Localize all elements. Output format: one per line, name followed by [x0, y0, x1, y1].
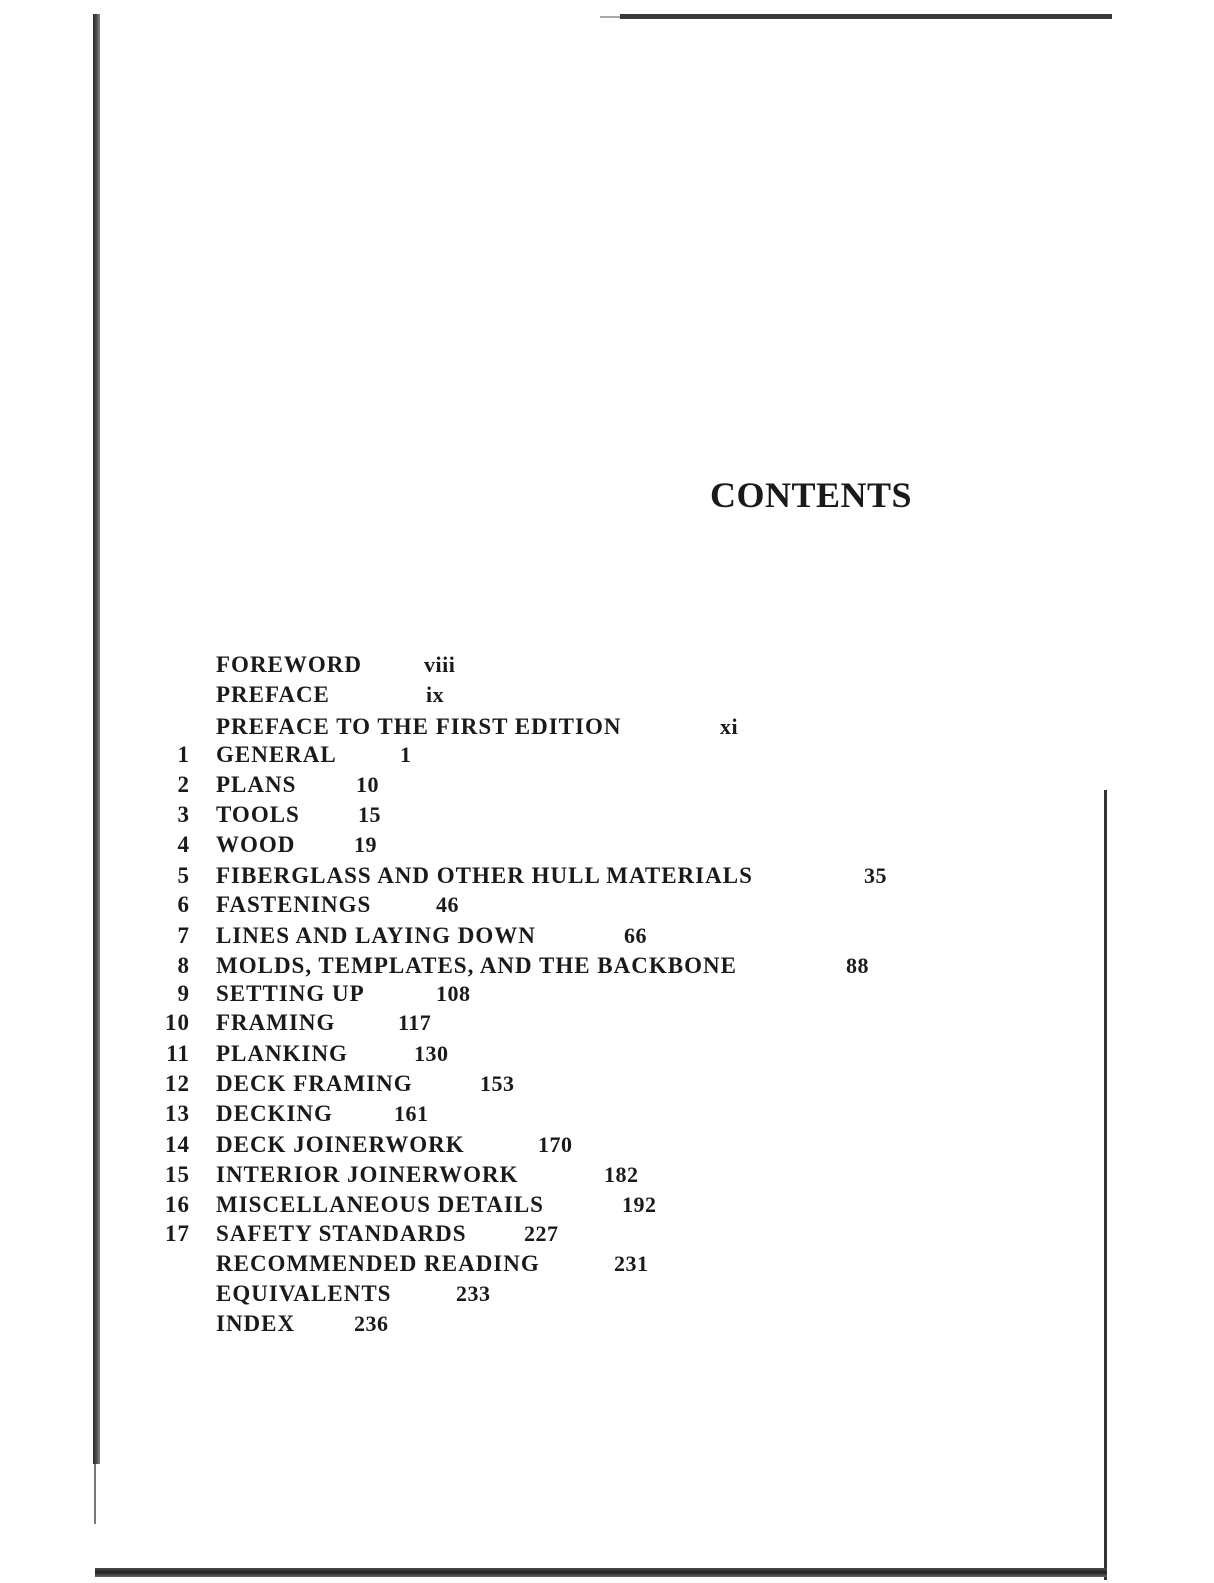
chapter-number: 11: [166, 1041, 190, 1066]
toc-entry: [0, 831, 1214, 859]
entry-title: PREFACE TO THE FIRST EDITION: [216, 714, 622, 739]
entry-title: FIBERGLASS AND OTHER HULL MATERIALS: [216, 863, 753, 888]
entry-title: DECKING: [216, 1101, 333, 1126]
chapter-number: 16: [165, 1192, 190, 1217]
page-number: 236: [354, 1311, 389, 1336]
page-number: 66: [624, 923, 647, 948]
toc-entry: [0, 1040, 1214, 1068]
chapter-number: 2: [177, 772, 190, 797]
toc-entry: [0, 1009, 1214, 1037]
page-number: 1: [400, 742, 412, 767]
page-number: 108: [436, 981, 471, 1006]
toc-entry: [0, 1280, 1214, 1308]
page-number: 15: [358, 802, 381, 827]
page-number: 117: [398, 1010, 432, 1035]
toc-entry: [0, 891, 1214, 919]
toc-entry: [0, 801, 1214, 829]
toc-entry: [0, 1161, 1214, 1189]
toc-entry: [0, 1220, 1214, 1248]
entry-title: PLANS: [216, 772, 297, 797]
chapter-number: 17: [165, 1221, 190, 1246]
page-number: 10: [356, 772, 379, 797]
entry-title: EQUIVALENTS: [216, 1281, 392, 1306]
entry-title: PLANKING: [216, 1041, 348, 1066]
chapter-number: 8: [177, 953, 190, 978]
page-number: ix: [426, 682, 445, 707]
chapter-number: 15: [165, 1162, 190, 1187]
page-number: 46: [436, 892, 459, 917]
toc-entry: [0, 1131, 1214, 1159]
toc-entry: [0, 713, 1214, 741]
chapter-number: 7: [177, 923, 190, 948]
toc-entry: [0, 1250, 1214, 1278]
entry-title: WOOD: [216, 832, 296, 857]
entry-title: PREFACE: [216, 682, 330, 707]
entry-title: INDEX: [216, 1311, 296, 1336]
chapter-number: 12: [165, 1071, 190, 1096]
entry-title: RECOMMENDED READING: [216, 1251, 540, 1276]
page-number: 153: [480, 1071, 515, 1096]
entry-title: INTERIOR JOINERWORK: [216, 1162, 519, 1187]
toc-entry: [0, 1100, 1214, 1128]
chapter-number: 13: [165, 1101, 190, 1126]
entry-title: GENERAL: [216, 742, 337, 767]
scan-border-top: [620, 14, 1112, 19]
chapter-number: 3: [177, 802, 190, 827]
page-number: 170: [538, 1132, 573, 1157]
chapter-number: 6: [177, 892, 190, 917]
toc-entry: [0, 862, 1214, 890]
page-number: 231: [614, 1251, 649, 1276]
page-number: 182: [604, 1162, 639, 1187]
toc-entry: [0, 741, 1214, 769]
entry-title: TOOLS: [216, 802, 300, 827]
page-number: 161: [394, 1101, 429, 1126]
chapter-number: 9: [177, 981, 190, 1006]
entry-title: DECK JOINERWORK: [216, 1132, 465, 1157]
entry-title: LINES AND LAYING DOWN: [216, 923, 536, 948]
page-number: 227: [524, 1221, 559, 1246]
entry-title: MISCELLANEOUS DETAILS: [216, 1192, 544, 1217]
chapter-number: 14: [165, 1132, 190, 1157]
page-title: CONTENTS: [710, 475, 913, 515]
chapter-number: 10: [165, 1010, 190, 1035]
toc-entry: [0, 1070, 1214, 1098]
scan-border-bottom: [95, 1568, 1107, 1577]
toc-entry: [0, 771, 1214, 799]
chapter-number: 1: [177, 742, 190, 767]
toc-entry: [0, 1310, 1214, 1338]
page-number: xi: [720, 714, 739, 739]
chapter-number: 4: [177, 832, 190, 857]
toc-entry: [0, 1191, 1214, 1219]
toc-entry: [0, 952, 1214, 980]
toc-entry: [0, 922, 1214, 950]
entry-title: FASTENINGS: [216, 892, 372, 917]
page-number: 130: [414, 1041, 449, 1066]
page-number: 19: [354, 832, 377, 857]
toc-entry: [0, 980, 1214, 1008]
toc-entry: [0, 681, 1214, 709]
scan-border-left-lower: [94, 1464, 96, 1524]
entry-title: FOREWORD: [216, 652, 362, 677]
page-number: viii: [424, 652, 456, 677]
entry-title: MOLDS, TEMPLATES, AND THE BACKBONE: [216, 953, 737, 978]
page-number: 233: [456, 1281, 491, 1306]
chapter-number: 5: [177, 863, 190, 888]
toc-entry: [0, 651, 1214, 679]
entry-title: DECK FRAMING: [216, 1071, 413, 1096]
entry-title: SAFETY STANDARDS: [216, 1221, 467, 1246]
entry-title: SETTING UP: [216, 981, 365, 1006]
page-number: 35: [864, 863, 887, 888]
page-number: 192: [622, 1192, 657, 1217]
entry-title: FRAMING: [216, 1010, 336, 1035]
scan-border-top-faint: [600, 16, 620, 18]
page-number: 88: [846, 953, 869, 978]
